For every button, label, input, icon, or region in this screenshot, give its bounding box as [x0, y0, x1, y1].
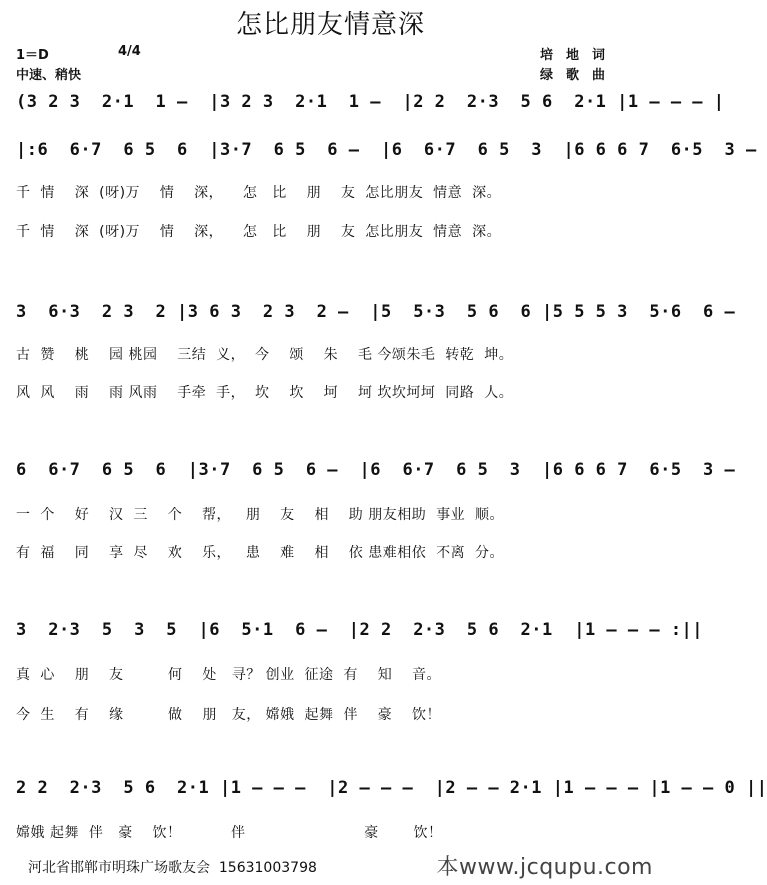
lyric-line-2-verse-1: 千 情 深 (呀)万 情 深， 怎 比 朋 友 怎比朋友 情意 深。: [16, 185, 502, 201]
lyric-line-3-verse-2: 风 风 雨 雨 风雨 手牵 手， 坎 坎 坷 坷 坎坎坷坷 同路 人。: [16, 385, 514, 401]
publisher-contact: 河北省邯郸市明珠广场歌友会 15631003798: [28, 860, 317, 876]
lyricist-credit: 培 地 词: [540, 48, 606, 63]
lyric-line-2-verse-2: 千 情 深 (呀)万 情 深， 怎 比 朋 友 怎比朋友 情意 深。: [16, 224, 502, 240]
notation-line-5: 3 2·3 5 3 5 |6 5·1 6 – |2 2 2·3 5 6 2·1 |1 – – – :||: [16, 620, 704, 640]
notation-line-3: 3 6·3 2 3 2 |3 6 3 2 3 2 – |5 5·3 5 6 6 |5 5 5 3 5·6 6 –: [16, 302, 736, 322]
lyric-line-5-verse-2: 今 生 有 缘 做 朋 友， 嫦娥 起舞 伴 豪 饮！: [16, 707, 442, 723]
notation-line-2: |:6 6·7 6 5 6 |3·7 6 5 6 – |6 6·7 6 5 3 |6 6 6 7 6·5 3 –: [16, 140, 757, 160]
tempo-marking: 中速、稍快: [16, 68, 82, 83]
watermark-url: 本www.jcqupu.com: [436, 855, 653, 880]
notation-line-1: (3 2 3 2·1 1 – |3 2 3 2·1 1 – |2 2 2·3 5 6 2·1 |1 – – – |: [16, 92, 725, 112]
lyric-line-5-verse-1: 真 心 朋 友 何 处 寻？ 创业 征途 有 知 音。: [16, 667, 442, 683]
lyric-line-6: 嫦娥 起舞 伴 豪 饮！ 伴 豪 饮！: [16, 825, 443, 841]
time-signature: 4/4: [118, 44, 141, 59]
key-signature: 1＝D: [16, 48, 49, 63]
notation-line-4: 6 6·7 6 5 6 |3·7 6 5 6 – |6 6·7 6 5 3 |6 6 6 7 6·5 3 –: [16, 460, 736, 480]
composer-credit: 绿 歌 曲: [540, 68, 606, 83]
song-title: 怎比朋友情意深: [235, 10, 425, 40]
notation-line-6: 2 2 2·3 5 6 2·1 |1 – – – |2 – – – |2 – – 2·1 |1 – – – |1 – – 0 ||: [16, 778, 767, 798]
lyric-line-3-verse-1: 古 赞 桃 园 桃园 三结 义， 今 颂 朱 毛 今颂朱毛 转乾 坤。: [16, 347, 514, 363]
lyric-line-4-verse-2: 有 福 同 享 尽 欢 乐， 患 难 相 依 患难相依 不离 分。: [16, 545, 505, 561]
lyric-line-4-verse-1: 一 个 好 汉 三 个 帮， 朋 友 相 助 朋友相助 事业 顺。: [16, 507, 505, 523]
